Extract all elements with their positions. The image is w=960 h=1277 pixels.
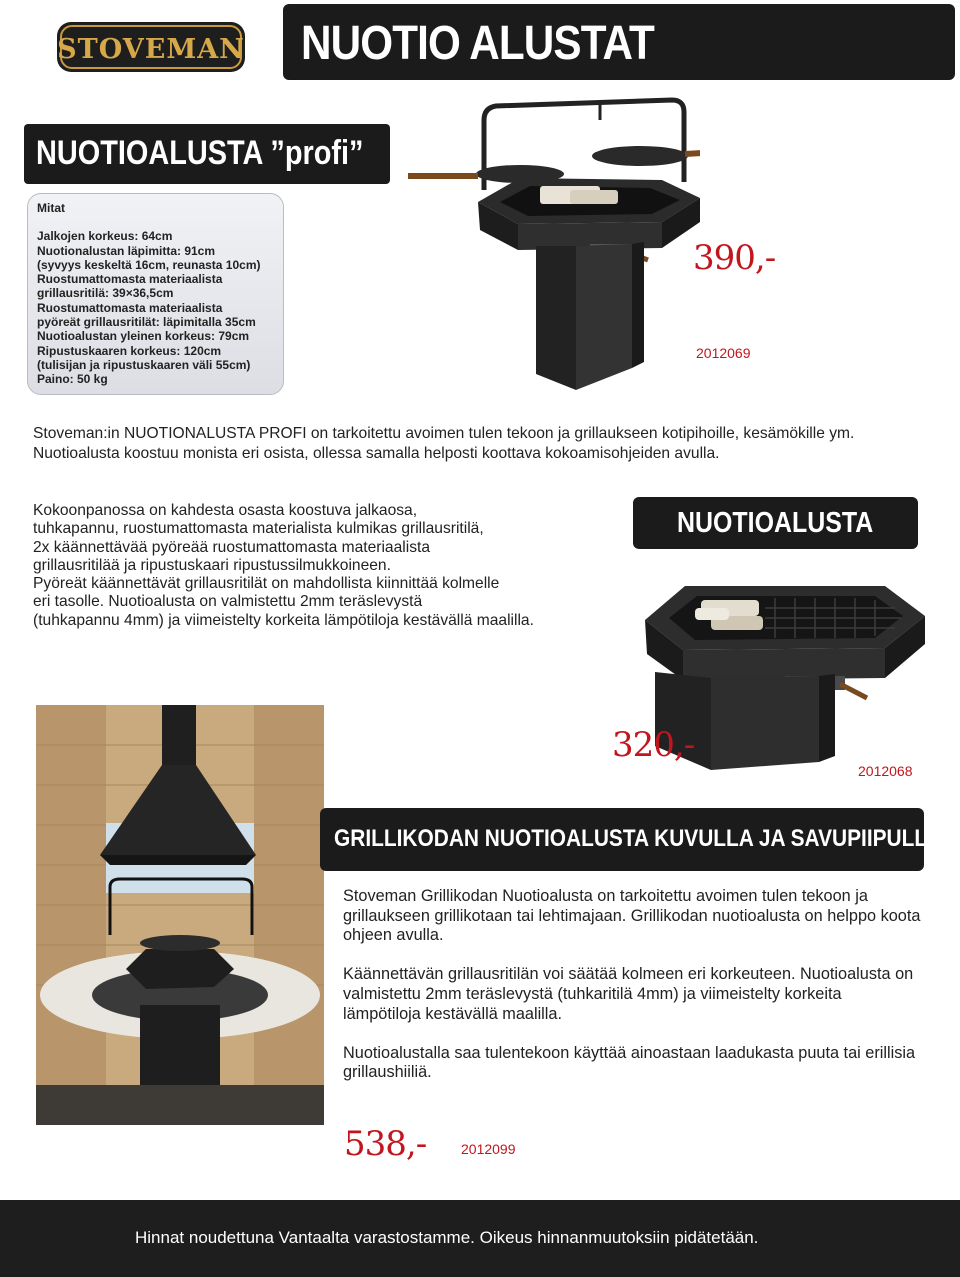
kota-price: 538,-: [344, 1124, 427, 1164]
details-line: eri tasolle. Nuotioalusta on valmistettu 2mm teräslevystä: [33, 593, 423, 611]
basic-heading-bar: [633, 497, 918, 549]
spec-line: Ruostumattomasta materiaalista: [37, 300, 223, 315]
basic-heading: NUOTIOALUSTA: [677, 507, 874, 539]
details-line: (tuhkapannu 4mm) ja viimeistelty korkeita lämpötiloja kestävällä maalilla.: [33, 611, 534, 629]
spec-line: (tulisijan ja ripustuskaaren väli 55cm): [37, 357, 251, 372]
spec-line: Nuotioalustan yleinen korkeus: 79cm: [37, 329, 250, 344]
profi-description: Stoveman:in NUOTIONALUSTA PROFI on tarkoitettu avoimen tulen tekoon ja grillaukseen kotipihoille, kesämökille ym. Nuotioalusta koostuu monista eri osista, ollessa samalla helposti koottava kokoamisohjeiden avulla.: [33, 425, 855, 462]
kota-paragraph: Nuotioalustalla saa tulentekoon käyttää ainoastaan laadukasta puuta tai erillisia grillaushiiliä.: [343, 1043, 916, 1082]
grill-hut-image: [36, 705, 324, 1125]
profi-details: [33, 502, 623, 630]
spec-line: Jalkojen korkeus: 64cm: [37, 229, 173, 244]
spec-line: pyöreät grillausritilät: läpimitalla 35cm: [37, 315, 256, 330]
stoveman-logo: [56, 18, 246, 76]
profi-fire-pit-image: [400, 90, 700, 400]
spec-line: Nuotionalustan läpimitta: 91cm: [37, 243, 216, 258]
kota-description: [343, 887, 923, 1103]
kota-paragraph: Käännettävän grillausritilän voi säätää kolmeen eri korkeuteen. Nuotioalusta on valmistettu 2mm teräslevystä (tuhkaritilä 4mm) ja viimeistelty korkeita lämpötiloja kestävällä maalilla.: [343, 965, 914, 1023]
profi-heading-bar: [24, 124, 390, 184]
kota-paragraph: Stoveman Grillikodan Nuotioalusta on tarkoitettu avoimen tulen tekoon ja grillaukseen grillikotaan tai lehtimajaan. Grillikodan nuotioalusta on helppo koota ohjeen avulla.: [343, 887, 921, 945]
basic-product-code: 2012068: [858, 763, 913, 779]
spec-line: grillausritilä: 39×36,5cm: [37, 286, 174, 301]
spec-line: Ruostumattomasta materiaalista: [37, 272, 223, 287]
logo-text: STOVEMAN: [57, 34, 245, 65]
spec-line: Ripustuskaaren korkeus: 120cm: [37, 343, 222, 358]
specs-panel: [27, 193, 284, 395]
page-title-bar: [283, 4, 955, 80]
details-line: Kokoonpanossa on kahdesta osasta koostuva jalkaosa,: [33, 502, 418, 519]
details-line: tuhkapannu, ruostumattomasta materialista kulmikas grillausritilä,: [33, 520, 484, 538]
spec-line: Paino: 50 kg: [37, 372, 108, 387]
spec-line: (syvyys keskeltä 16cm, reunasta 10cm): [37, 257, 261, 272]
page-title: NUOTIO ALUSTAT: [301, 17, 654, 70]
footer-text: Hinnat noudettuna Vantaalta varastostamme. Oikeus hinnanmuutoksiin pidätetään.: [135, 1228, 759, 1247]
details-line: 2x käännettävää pyöreää ruostumattomasta materiaalista: [33, 538, 430, 556]
specs-heading: Mitat: [37, 201, 65, 215]
details-line: grillausritilää ja ripustuskaari ripustussilmukkoineen.: [33, 556, 391, 574]
kota-heading-bar: [320, 808, 943, 871]
profi-heading: NUOTIOALUSTA ”profi”: [36, 134, 364, 172]
profi-product-code: 2012069: [696, 345, 751, 361]
footer-bar: [0, 1200, 960, 1277]
basic-price: 320,-: [612, 725, 695, 765]
details-line: Pyöreät käännettävät grillausritilät on mahdollista kiinnittää kolmelle: [33, 575, 500, 593]
profi-price: 390,-: [693, 238, 776, 278]
kota-product-code: 2012099: [461, 1141, 516, 1157]
kota-heading: GRILLIKODAN NUOTIOALUSTA KUVULLA JA SAVUPIIPULLA: [334, 825, 943, 852]
